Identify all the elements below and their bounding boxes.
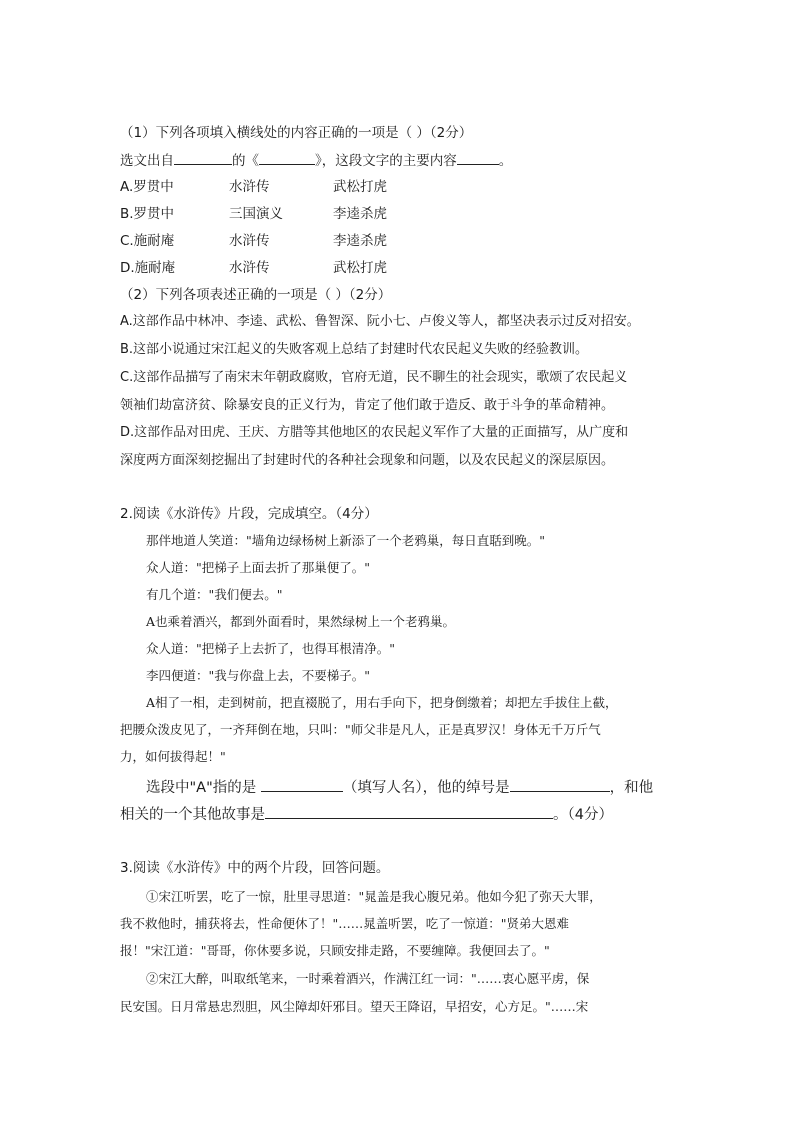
q2-passage-line: 李四便道："我与你盘上去，不要梯子。" [146, 668, 370, 683]
q2-fill-line-1 [146, 778, 653, 797]
option-label: C.施耐庵 [120, 233, 175, 249]
blank-name[interactable] [261, 778, 343, 792]
option-label: D.施耐庵 [120, 260, 176, 276]
blank-story[interactable] [265, 805, 553, 819]
option-story: 李逵杀虎 [333, 206, 387, 222]
fill-text: 相关的一个其他故事是 [120, 807, 265, 823]
q1-sub2-option-d-cont: 深度两方面深刻挖掘出了封建时代的各种社会现象和问题，以及农民起义的深层原因。 [120, 453, 615, 468]
q1-option-c[interactable] [120, 232, 420, 250]
q1-sub2-stem: （2）下列各项表述正确的一项是（ ）（2分） [120, 287, 392, 303]
option-label: B.罗贯中 [120, 206, 175, 222]
q2-passage-line: 那伴地道人笑道："墙角边绿杨树上新添了一个老鸦巢，每日直聒到晚。" [146, 533, 546, 548]
fill-text: ，和他 [609, 780, 654, 796]
q1-sub2-option-b[interactable]: B.这部小说通过宋江起义的失败客观上总结了封建时代农民起义失败的经验教训。 [120, 342, 589, 357]
q2-fill-line-2 [120, 805, 613, 824]
blank-content[interactable] [457, 151, 499, 165]
q2-passage-line: A相了一相，走到树前，把直裰脱了，用右手向下，把身倒缴着；却把左手拔住上截， [146, 695, 618, 710]
q3-passage-line: 民安国。日月常悬忠烈胆，风尘障却奸邪目。望天王降诏，早招安，心方足。"……宋 [120, 999, 589, 1014]
blank-work[interactable] [259, 151, 315, 165]
option-story: 李逵杀虎 [333, 233, 387, 249]
fill-text: （填写人名），他的绰号是 [342, 780, 510, 796]
q1-sub2-option-d[interactable]: D.这部作品对田虎、王庆、方腊等其他地区的农民起义军作了大量的正面描写，从广度和 [120, 425, 629, 440]
fill-text-a: 选文出自 [120, 153, 174, 169]
q3-passage-line: ①宋江听罢，吃了一惊，肚里寻思道："晁盖是我心腹兄弟。他如今犯了弥天大罪， [146, 889, 602, 904]
q3-passage-line: ②宋江大醉，叫取纸笔来，一时乘着酒兴，作满江红一词："……衷心愿平虏，保 [146, 971, 590, 986]
q1-fill-line [120, 151, 512, 170]
q2-passage-line: 众人道："把梯子上去折了，也得耳根清净。" [146, 641, 395, 656]
blank-nickname[interactable] [510, 778, 610, 792]
q3-title: 3.阅读《水浒传》中的两个片段，回答问题。 [120, 860, 390, 876]
option-work: 水浒传 [229, 260, 270, 276]
option-story: 武松打虎 [333, 260, 387, 276]
q2-title: 2.阅读《水浒传》片段，完成填空。（4分） [120, 506, 378, 522]
q1-sub1-stem: （1）下列各项填入横线处的内容正确的一项是（ ）（2分） [120, 125, 473, 141]
q1-option-b[interactable] [120, 205, 420, 223]
q3-passage-line: 报！"宋江道："哥哥，你休要多说，只顾安排走路，不要缠障。我便回去了。" [120, 943, 550, 958]
option-label: A.罗贯中 [120, 179, 174, 195]
q1-sub2-option-a[interactable]: A.这部作品中林冲、李逵、武松、鲁智深、阮小七、卢俊义等人，都坚决表示过反对招安。 [120, 314, 640, 329]
fill-text-c: 》，这段文字的主要内容 [315, 153, 457, 169]
q2-passage-line: 把腰众泼皮见了，一齐拜倒在地，只叫："师父非是凡人，正是真罗汉！身体无千万斤气 [120, 722, 601, 737]
q2-passage-line: 众人道："把梯子上面去折了那巢便了。" [146, 560, 370, 575]
fill-text: 。（4分） [553, 807, 613, 823]
fill-text-b: 的《 [232, 153, 259, 169]
option-work: 水浒传 [229, 179, 270, 195]
q1-sub2-option-c[interactable]: C.这部作品描写了南宋末年朝政腐败，官府无道，民不聊生的社会现实，歌颂了农民起义 [120, 370, 628, 385]
q3-passage-line: 我不救他时，捕获将去，性命便休了！"……晁盖听罢，吃了一惊道："贤弟大恩难 [120, 916, 570, 931]
option-work: 三国演义 [229, 206, 283, 222]
fill-text-d: 。 [498, 153, 513, 169]
q1-sub2-option-c-cont: 领袖们劫富济贫、除暴安良的正义行为，肯定了他们敢于造反、敢于斗争的革命精神。 [120, 398, 615, 413]
option-work: 水浒传 [229, 233, 270, 249]
blank-author[interactable] [174, 151, 232, 165]
q1-option-d[interactable] [120, 259, 420, 277]
fill-text: 选段中"A"指的是 [146, 780, 261, 796]
q2-passage-line: 力，如何拔得起！" [120, 749, 226, 764]
q2-passage-line: 有几个道："我们便去。" [146, 587, 283, 602]
q2-passage-line: A也乘着酒兴，都到外面看时，果然绿树上一个老鸦巢。 [146, 614, 456, 629]
option-story: 武松打虎 [333, 179, 387, 195]
q1-option-a[interactable] [120, 178, 420, 196]
